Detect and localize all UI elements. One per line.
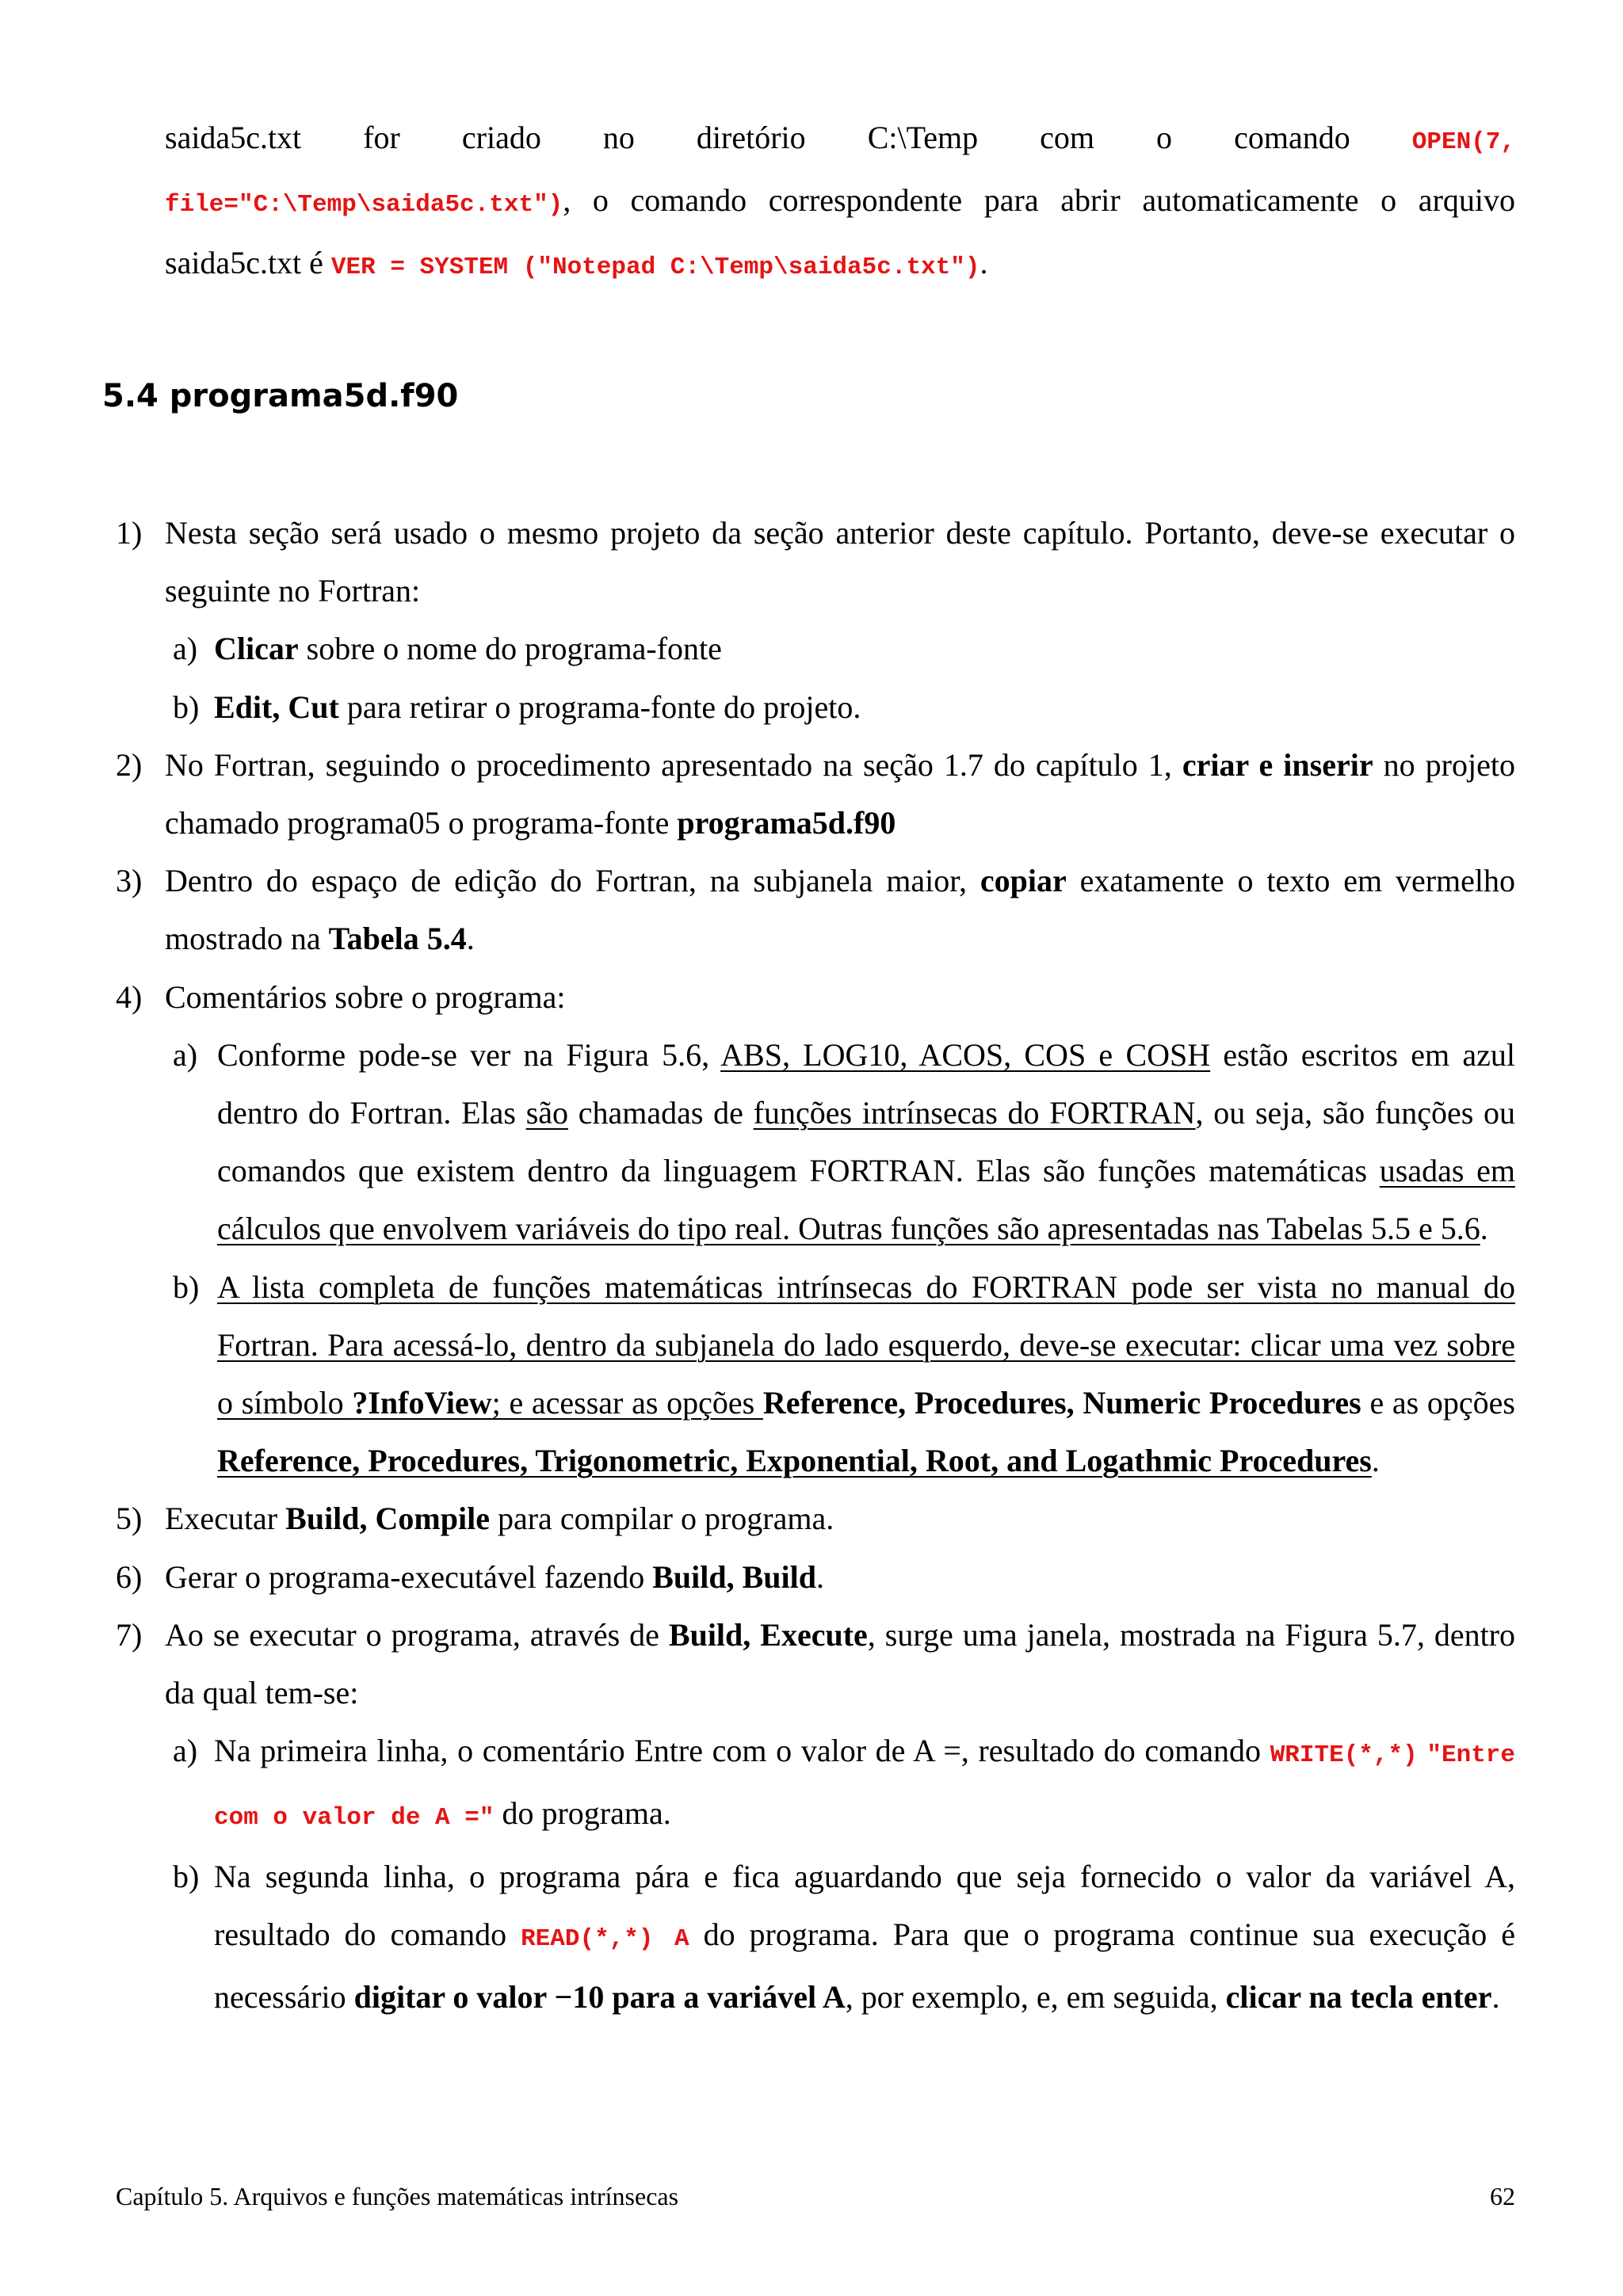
sub-item-1a	[0, 620, 1515, 677]
bold-term: copiar	[980, 863, 1067, 899]
sub-item-text: .	[1491, 1979, 1500, 2016]
sub-item-letter: a)	[173, 1733, 198, 1769]
intro-text-end: .	[980, 245, 988, 280]
item-number: 3)	[116, 863, 143, 899]
list-item-7	[0, 1606, 1515, 1722]
sub-item-7a	[0, 1722, 1515, 1847]
list-item-6	[0, 1548, 1515, 1606]
intro-text-2: , o comando correspondente para abrir automaticamente o arquivo	[563, 182, 1515, 218]
intro-line-3	[165, 234, 1515, 296]
bold-term: Edit, Cut	[214, 688, 339, 725]
numbered-list	[0, 504, 1623, 2026]
sub-item-text: .	[1371, 1443, 1380, 1479]
page-number: 62	[1490, 2182, 1515, 2210]
bold-term: programa5d.f90	[677, 805, 896, 841]
sub-item-text: , ou seja, são funções ou comandos que existem dentro da linguagem FORTRAN. Elas são funções matemáticas	[217, 1095, 1516, 1189]
item-text: para compilar o programa.	[489, 1501, 834, 1537]
bold-term: criar e inserir	[1182, 746, 1373, 783]
sub-item-text: do programa.	[494, 1795, 671, 1832]
underlined-text: ; e acessar as opções	[491, 1385, 763, 1421]
sub-item-letter: b)	[173, 1268, 200, 1305]
item-text: Executar	[165, 1501, 286, 1537]
sub-item-text: Na segunda linha, o programa pára e fica aguardando que seja fornecido o valor da variável A, resultado do comando	[214, 1858, 1515, 1952]
item-number: 1)	[116, 515, 143, 551]
sub-item-text: .	[1480, 1211, 1488, 1247]
code-open-command: OPEN(7,	[1411, 128, 1515, 156]
code-write-string: "Entre com o valor de A ="	[214, 1741, 1516, 1833]
sub-item-4a	[0, 1026, 1515, 1258]
list-item-1	[0, 504, 1515, 620]
bold-term: Build, Compile	[285, 1501, 490, 1537]
item-number: 7)	[116, 1616, 143, 1653]
sub-item-letter: a)	[173, 631, 198, 667]
underlined-text: funções intrínsecas do FORTRAN	[753, 1095, 1196, 1131]
item-number: 2)	[116, 746, 143, 783]
bold-term: Clicar	[214, 631, 299, 667]
item-text: Dentro do espaço de edição do Fortran, na subjanela maior,	[165, 863, 980, 899]
sub-item-letter: a)	[173, 1036, 198, 1073]
item-number: 6)	[116, 1558, 143, 1595]
item-number: 5)	[116, 1501, 143, 1537]
sub-item-text: do programa. Para que o programa continue sua execução é necessário	[214, 1916, 1515, 2016]
code-file-argument: file="C:\Temp\saida5c.txt")	[165, 191, 563, 219]
bold-term: digitar o valor −10 para a variável A	[353, 1979, 846, 2016]
sub-item-7b	[0, 1848, 1515, 2027]
section-heading: 5.4 programa5d.f90	[102, 378, 459, 414]
sub-item-4b	[0, 1258, 1515, 1490]
item-text: , surge uma janela, mostrada na Figura 5.7, dentro da qual tem-se:	[165, 1616, 1516, 1711]
sub-item-text: chamadas de	[568, 1095, 754, 1131]
underlined-text: A lista completa de funções matemáticas intrínsecas do FORTRAN pode ser vista no manual do Fortran. Para acessá-lo, dentro da subjanela do lado esquerdo, deve-se executar: clicar uma vez sobre o símbolo	[217, 1268, 1515, 1421]
sub-item-text: para retirar o programa-fonte do projeto.	[338, 688, 861, 725]
bold-term: Build, Build	[652, 1558, 816, 1595]
bold-term: Tabela 5.4	[328, 921, 467, 957]
item-text: no projeto chamado programa05 o programa-fonte	[165, 746, 1515, 841]
sub-item-text: , por exemplo, e, em seguida,	[845, 1979, 1226, 2016]
sub-item-text: sobre o nome do programa-fonte	[298, 631, 722, 667]
bold-underlined-term: Reference, Procedures, Trigonometric, Exponential, Root, and Logathmic Procedures	[217, 1443, 1372, 1479]
list-item-2	[0, 736, 1515, 852]
sub-item-letter: b)	[173, 688, 200, 725]
page-footer	[116, 2180, 1515, 2212]
sub-item-1b	[0, 678, 1515, 736]
sub-item-text: estão escritos em azul dentro do Fortran. Elas	[217, 1036, 1515, 1131]
sub-item-text: e as opções	[1361, 1385, 1516, 1421]
item-text: .	[816, 1558, 824, 1595]
bold-term: Reference, Procedures, Numeric Procedures	[762, 1385, 1361, 1421]
bold-underlined-term: ?InfoView	[352, 1385, 492, 1421]
bold-term: clicar na tecla enter	[1225, 1979, 1492, 2016]
intro-line-2	[165, 171, 1515, 234]
item-text: No Fortran, seguindo o procedimento apresentado na seção 1.7 do capítulo 1,	[165, 746, 1182, 783]
intro-text-3: saida5c.txt é	[165, 245, 331, 280]
sub-item-letter: b)	[173, 1858, 200, 1894]
item-text: Ao se executar o programa, através de	[165, 1616, 669, 1653]
item-text: Nesta seção será usado o mesmo projeto da seção anterior deste capítulo. Portanto, deve-se executar o seguinte no Fortran:	[165, 515, 1515, 609]
item-text: Comentários sobre o programa:	[165, 978, 566, 1015]
code-write-command: WRITE(*,*)	[1270, 1741, 1418, 1770]
underlined-text: são	[525, 1095, 569, 1131]
code-system-command: VER = SYSTEM ("Notepad C:\Temp\saida5c.txt")	[330, 254, 980, 281]
list-item-4	[0, 968, 1515, 1026]
intro-text-1: saida5c.txt for criado no diretório C:\Temp com o comando	[165, 120, 1412, 155]
intro-line-1	[165, 109, 1515, 171]
underlined-text: usadas em cálculos que envolvem variáveis do tipo real. Outras funções são apresentadas nas Tabelas 5.5 e 5.6	[217, 1153, 1515, 1247]
sub-item-text: Conforme pode-se ver na Figura 5.6,	[217, 1036, 721, 1073]
item-number: 4)	[116, 978, 143, 1015]
item-text: Gerar o programa-executável fazendo	[165, 1558, 653, 1595]
intro-paragraph	[165, 109, 1515, 296]
sub-item-text: Na primeira linha, o comentário Entre com o valor de A =, resultado do comando	[214, 1733, 1270, 1769]
code-read-command: READ(*,*) A	[521, 1924, 689, 1953]
item-text: .	[466, 921, 475, 957]
list-item-5	[0, 1489, 1515, 1547]
list-item-3	[0, 852, 1515, 967]
bold-term: Build, Execute	[668, 1616, 868, 1653]
footer-chapter-title: Capítulo 5. Arquivos e funções matemáticas intrínsecas	[116, 2182, 679, 2210]
underlined-text: ABS, LOG10, ACOS, COS e COSH	[720, 1036, 1211, 1073]
item-text: exatamente o texto em vermelho mostrado na	[165, 863, 1516, 957]
